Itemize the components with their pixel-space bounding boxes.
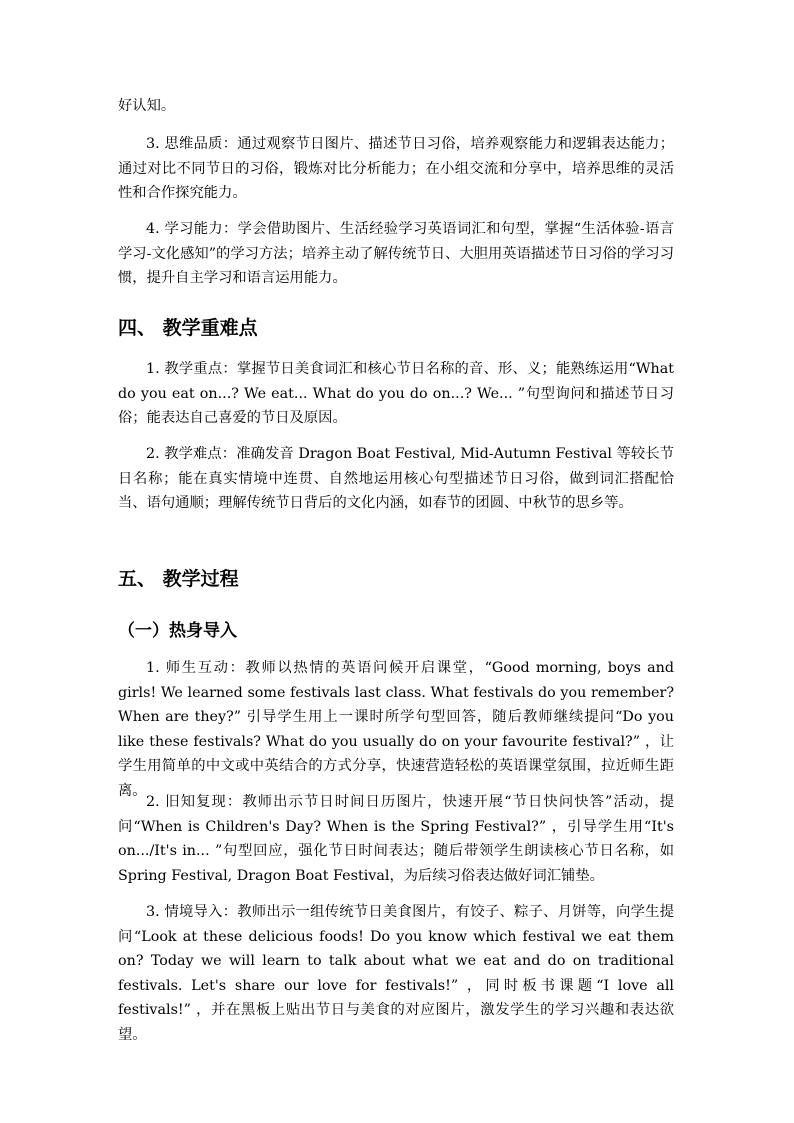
warmup-paragraph-1: 1. 师生互动：教师以热情的英语问候开启课堂，“Good morning, boys and girls! We learned some festivals last class. What festivals do you remember? When are they?” 引导学生用上一课时所学句型回答，随后教师继续提问“Do you like these festivals? What do you usually do on your favourite festival?” ，让学生用简单的中文或中英结合的方式分享，快速营造轻松的英语课堂氛围，拉近师生距离。 [118, 660, 674, 799]
warmup-paragraph-2: 2. 旧知复现：教师出示节日时间日历图片，快速开展“节日快问快答”活动，提问“When is Children's Day? When is the Spring Festival?” ，引导学生用“It's on.../It's in... ”句型回应，强化节日时间表达；随后带领学生朗读核心节日名称，如 Spring Festival, Dragon Boat Festival，为后续习俗表达做好词汇铺垫。 [118, 794, 674, 884]
key-points-paragraph: 1. 教学重点：掌握节日美食词汇和核心节日名称的音、形、义；能熟练运用“What do you eat on...? We eat... What do you do on...? We... ”句型询问和描述节日习俗；能表达自己喜爱的节日及原因。 [118, 361, 674, 426]
section-heading-5: 五、 教学过程 [118, 568, 239, 590]
warmup-paragraph-3: 3. 情境导入：教师出示一组传统节日美食图片，有饺子、粽子、月饼等，向学生提问“Look at these delicious foods! Do you know which festival we eat them on? Today we will learn to talk about what we eat and do on traditional festivals. Let's share our love for festivals!” ，同时板书课题“I love all festivals!” ，并在黑板上贴出节日与美食的对应图片，激发学生的学习兴趣和表达欲望。 [118, 904, 674, 1043]
difficult-points-paragraph: 2. 教学难点：准确发音 Dragon Boat Festival, Mid-Autumn Festival 等较长节日名称；能在真实情境中连贯、自然地运用核心句型描述节日习俗，做到词汇搭配恰当、语句通顺；理解传统节日背后的文化内涵，如春节的团圆、中秋节的思乡等。 [118, 446, 674, 511]
continued-text: 好认知。 [118, 98, 176, 114]
objective-item-3: 3. 思维品质：通过观察节日图片、描述节日习俗，培养观察能力和逻辑表达能力；通过对比不同节日的习俗，锻炼对比分析能力；在小组交流和分享中，培养思维的灵活性和合作探究能力。 [118, 136, 674, 201]
subsection-heading-warmup: （一）热身导入 [118, 621, 237, 641]
objective-item-4: 4. 学习能力：学会借助图片、生活经验学习英语词汇和句型，掌握“生活体验-语言学习-文化感知”的学习方法；培养主动了解传统节日、大胆用英语描述节日习俗的学习习惯，提升自主学习和语言运用能力。 [118, 221, 674, 286]
section-heading-4: 四、 教学重难点 [118, 317, 258, 339]
